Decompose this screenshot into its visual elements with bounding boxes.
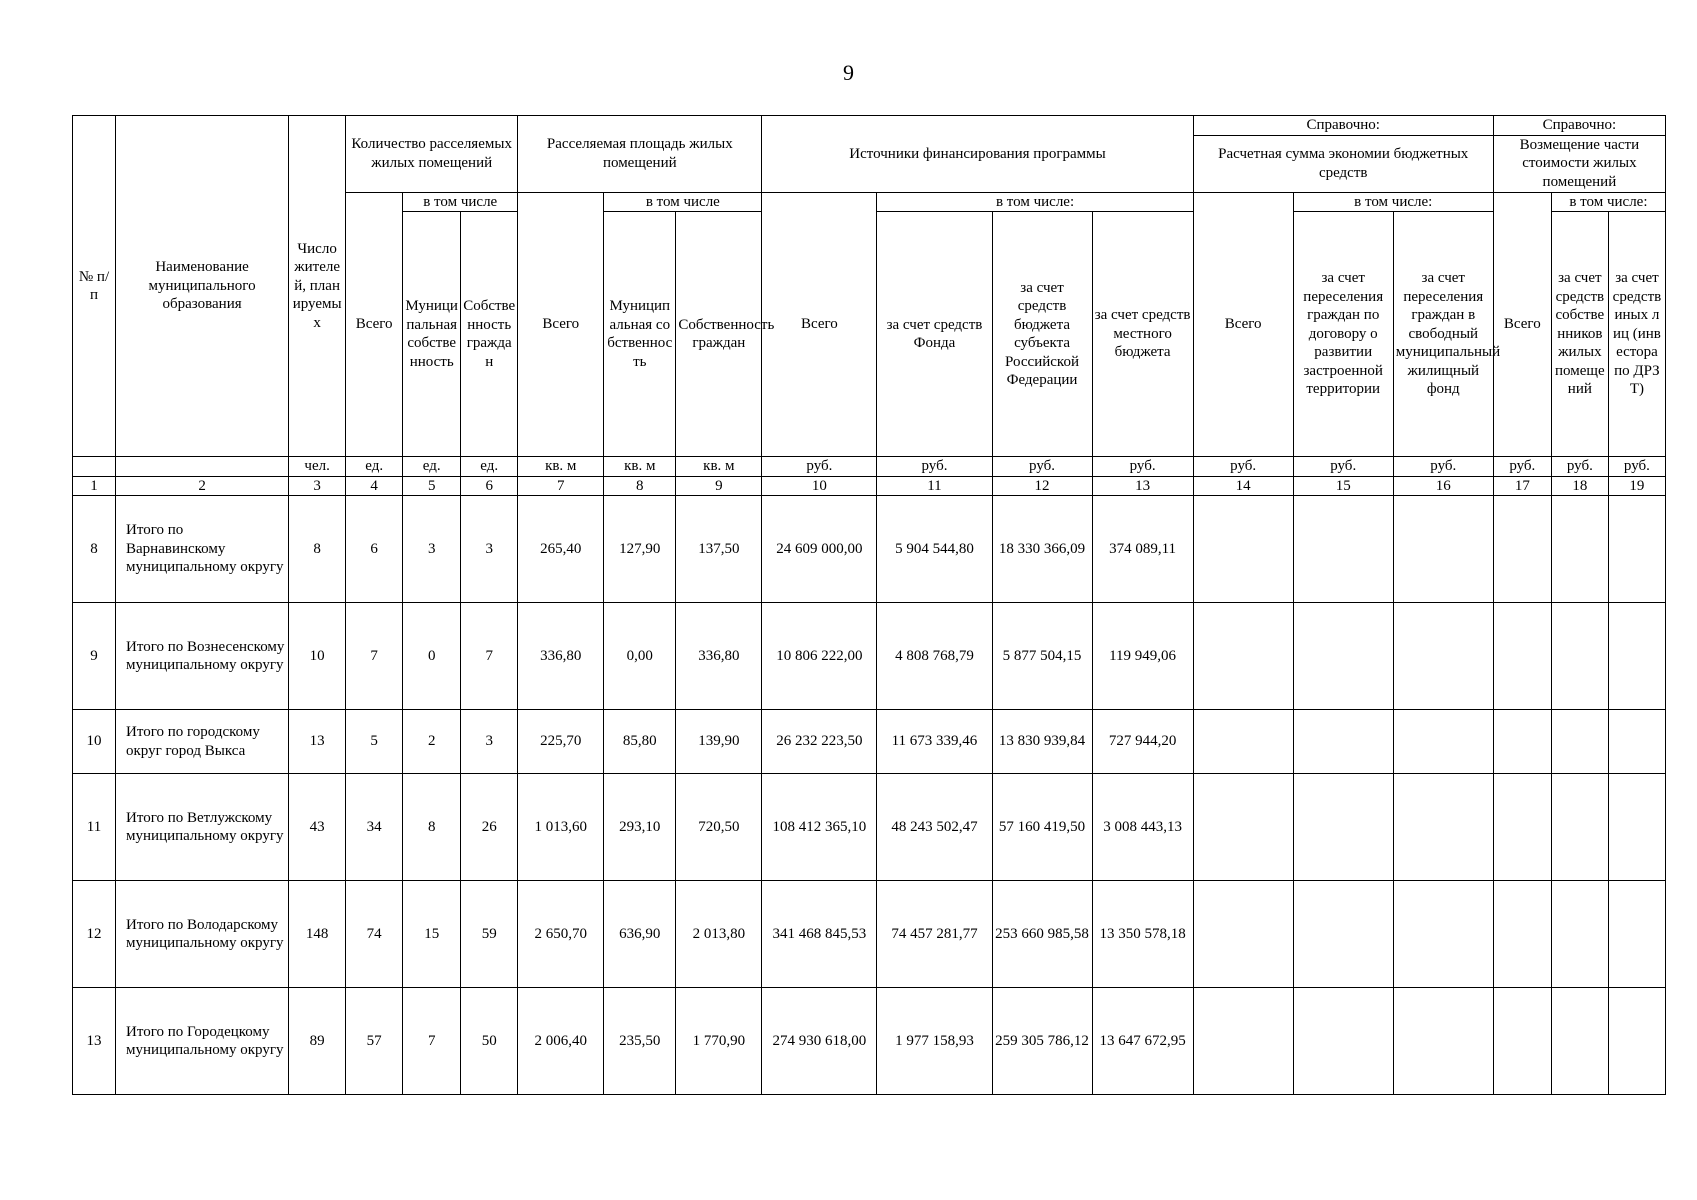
rooms-total-cell: 57	[346, 988, 403, 1095]
column-number: 3	[289, 476, 346, 496]
column-number: 6	[461, 476, 518, 496]
reference-cell	[1551, 988, 1608, 1095]
units-cell: ед.	[346, 457, 403, 477]
reference-cell	[1493, 603, 1551, 710]
header-economy-group: Расчетная сумма экономии бюджетных средств	[1193, 135, 1493, 192]
area-municipal-cell: 235,50	[604, 988, 676, 1095]
area-total-cell: 225,70	[518, 710, 604, 774]
financing-total-cell: 108 412 365,10	[762, 774, 877, 881]
header-area-total: Всего	[518, 192, 604, 457]
reference-cell	[1193, 710, 1293, 774]
units-cell: руб.	[1293, 457, 1393, 477]
rooms-municipal-cell: 2	[403, 710, 461, 774]
column-number: 18	[1551, 476, 1608, 496]
area-private-cell: 139,90	[676, 710, 762, 774]
reference-cell	[1608, 710, 1665, 774]
financing-fund-cell: 74 457 281,77	[877, 881, 992, 988]
municipality-name: Итого по Ветлужскому муниципальному округу	[116, 774, 289, 881]
municipality-name: Итого по Городецкому муниципальному округу	[116, 988, 289, 1095]
reference-cell	[1393, 881, 1493, 988]
financing-region-cell: 57 160 419,50	[992, 774, 1092, 881]
row-number: 8	[73, 496, 116, 603]
column-number: 13	[1092, 476, 1193, 496]
financing-fund-cell: 11 673 339,46	[877, 710, 992, 774]
units-row	[73, 457, 1666, 477]
reference-cell	[1393, 603, 1493, 710]
rooms-municipal-cell: 7	[403, 988, 461, 1095]
page-number: 9	[843, 60, 854, 85]
area-private-cell: 2 013,80	[676, 881, 762, 988]
units-cell: руб.	[1393, 457, 1493, 477]
rooms-private-cell: 3	[461, 496, 518, 603]
reference-cell	[1193, 988, 1293, 1095]
financing-local-cell: 374 089,11	[1092, 496, 1193, 603]
financing-total-cell: 24 609 000,00	[762, 496, 877, 603]
financing-total-cell: 274 930 618,00	[762, 988, 877, 1095]
header-compensation-including: в том числе:	[1551, 192, 1665, 212]
column-number: 2	[116, 476, 289, 496]
financing-local-cell: 119 949,06	[1092, 603, 1193, 710]
area-total-cell: 265,40	[518, 496, 604, 603]
header-financing-including: в том числе:	[877, 192, 1193, 212]
units-cell: кв. м	[518, 457, 604, 477]
column-numbers-row	[73, 476, 1666, 496]
area-private-cell: 720,50	[676, 774, 762, 881]
financing-region-cell: 18 330 366,09	[992, 496, 1092, 603]
table-row	[73, 988, 1666, 1095]
rooms-total-cell: 6	[346, 496, 403, 603]
column-number: 11	[877, 476, 992, 496]
header-name: Наименование муниципального образования	[116, 116, 289, 457]
reference-cell	[1551, 496, 1608, 603]
area-private-cell: 1 770,90	[676, 988, 762, 1095]
header-reference-2: Справочно:	[1493, 116, 1665, 136]
financing-region-cell: 13 830 939,84	[992, 710, 1092, 774]
area-municipal-cell: 636,90	[604, 881, 676, 988]
area-total-cell: 1 013,60	[518, 774, 604, 881]
column-number: 8	[604, 476, 676, 496]
municipality-name: Итого по городскому округ город Выкса	[116, 710, 289, 774]
header-reference-1: Справочно:	[1193, 116, 1493, 136]
financing-fund-cell: 48 243 502,47	[877, 774, 992, 881]
reference-cell	[1608, 988, 1665, 1095]
row-number: 12	[73, 881, 116, 988]
header-area-private: Собственность граждан	[676, 212, 762, 457]
units-cell	[73, 457, 116, 477]
header-rooms-total: Всего	[346, 192, 403, 457]
header-financing-group: Источники финансирования программы	[762, 116, 1193, 193]
municipality-name: Итого по Володарскому муниципальному округу	[116, 881, 289, 988]
financing-fund-cell: 1 977 158,93	[877, 988, 992, 1095]
reference-cell	[1393, 710, 1493, 774]
column-number: 9	[676, 476, 762, 496]
reference-cell	[1293, 774, 1393, 881]
residents-cell: 10	[289, 603, 346, 710]
column-number: 4	[346, 476, 403, 496]
header-economy-total: Всего	[1193, 192, 1293, 457]
area-total-cell: 2 650,70	[518, 881, 604, 988]
financing-total-cell: 10 806 222,00	[762, 603, 877, 710]
reference-cell	[1608, 603, 1665, 710]
reference-cell	[1551, 603, 1608, 710]
header-compensation-other: за счет средств иных лиц (инвестора по ДРЗТ)	[1608, 212, 1665, 457]
column-number: 7	[518, 476, 604, 496]
header-financing-total: Всего	[762, 192, 877, 457]
reference-cell	[1193, 496, 1293, 603]
municipality-name: Итого по Вознесенскому муниципальному округу	[116, 603, 289, 710]
units-cell: кв. м	[676, 457, 762, 477]
units-cell: ед.	[403, 457, 461, 477]
units-cell: чел.	[289, 457, 346, 477]
rooms-total-cell: 7	[346, 603, 403, 710]
area-municipal-cell: 85,80	[604, 710, 676, 774]
reference-cell	[1608, 881, 1665, 988]
header-financing-region: за счет средств бюджета субъекта Российской Федерации	[992, 212, 1092, 457]
reference-cell	[1493, 881, 1551, 988]
row-number: 11	[73, 774, 116, 881]
financing-total-cell: 341 468 845,53	[762, 881, 877, 988]
reference-cell	[1493, 710, 1551, 774]
reference-cell	[1393, 496, 1493, 603]
header-area-group: Расселяемая площадь жилых помещений	[518, 116, 762, 193]
row-number: 9	[73, 603, 116, 710]
area-municipal-cell: 293,10	[604, 774, 676, 881]
area-municipal-cell: 0,00	[604, 603, 676, 710]
rooms-private-cell: 7	[461, 603, 518, 710]
municipality-name: Итого по Варнавинскому муниципальному округу	[116, 496, 289, 603]
header-economy-including: в том числе:	[1293, 192, 1493, 212]
header-rooms-group: Количество расселяемых жилых помещений	[346, 116, 518, 193]
reference-cell	[1293, 881, 1393, 988]
rooms-total-cell: 5	[346, 710, 403, 774]
area-private-cell: 137,50	[676, 496, 762, 603]
reference-cell	[1293, 603, 1393, 710]
residents-cell: 8	[289, 496, 346, 603]
area-municipal-cell: 127,90	[604, 496, 676, 603]
reference-cell	[1193, 881, 1293, 988]
units-cell: руб.	[877, 457, 992, 477]
financing-region-cell: 259 305 786,12	[992, 988, 1092, 1095]
resettlement-table	[72, 115, 1666, 1095]
header-compensation-total: Всего	[1493, 192, 1551, 457]
rooms-municipal-cell: 8	[403, 774, 461, 881]
units-cell: руб.	[1092, 457, 1193, 477]
header-compensation-group: Возмещение части стоимости жилых помещений	[1493, 135, 1665, 192]
reference-cell	[1551, 710, 1608, 774]
units-cell: кв. м	[604, 457, 676, 477]
units-cell: руб.	[992, 457, 1092, 477]
table-row	[73, 603, 1666, 710]
reference-cell	[1193, 774, 1293, 881]
column-number: 19	[1608, 476, 1665, 496]
table-row	[73, 881, 1666, 988]
financing-local-cell: 13 350 578,18	[1092, 881, 1193, 988]
rooms-private-cell: 26	[461, 774, 518, 881]
reference-cell	[1608, 496, 1665, 603]
reference-cell	[1493, 496, 1551, 603]
header-financing-local: за счет средств местного бюджета	[1092, 212, 1193, 457]
area-total-cell: 2 006,40	[518, 988, 604, 1095]
financing-local-cell: 13 647 672,95	[1092, 988, 1193, 1095]
header-economy-free-fund: за счет переселения граждан в свободный муниципальный жилищный фонд	[1393, 212, 1493, 457]
reference-cell	[1493, 988, 1551, 1095]
header-residents: Число жителей, планируемых	[289, 116, 346, 457]
financing-region-cell: 5 877 504,15	[992, 603, 1092, 710]
units-cell: руб.	[1193, 457, 1293, 477]
row-number: 13	[73, 988, 116, 1095]
header-area-including: в том числе	[604, 192, 762, 212]
header-rooms-private: Собственность граждан	[461, 212, 518, 457]
financing-fund-cell: 5 904 544,80	[877, 496, 992, 603]
rooms-total-cell: 74	[346, 881, 403, 988]
column-number: 17	[1493, 476, 1551, 496]
units-cell: ед.	[461, 457, 518, 477]
reference-cell	[1608, 774, 1665, 881]
units-cell: руб.	[1493, 457, 1551, 477]
column-number: 16	[1393, 476, 1493, 496]
units-cell: руб.	[1551, 457, 1608, 477]
reference-cell	[1493, 774, 1551, 881]
row-number: 10	[73, 710, 116, 774]
rooms-private-cell: 59	[461, 881, 518, 988]
financing-total-cell: 26 232 223,50	[762, 710, 877, 774]
header-num: № п/п	[73, 116, 116, 457]
reference-cell	[1293, 988, 1393, 1095]
reference-cell	[1293, 496, 1393, 603]
column-number: 15	[1293, 476, 1393, 496]
header-financing-fund: за счет средств Фонда	[877, 212, 992, 457]
column-number: 1	[73, 476, 116, 496]
area-private-cell: 336,80	[676, 603, 762, 710]
header-area-municipal: Муниципальная собственность	[604, 212, 676, 457]
table-row	[73, 774, 1666, 881]
reference-cell	[1551, 774, 1608, 881]
rooms-municipal-cell: 15	[403, 881, 461, 988]
units-cell: руб.	[1608, 457, 1665, 477]
rooms-private-cell: 3	[461, 710, 518, 774]
financing-fund-cell: 4 808 768,79	[877, 603, 992, 710]
rooms-total-cell: 34	[346, 774, 403, 881]
column-number: 14	[1193, 476, 1293, 496]
header-compensation-owners: за счет средств собственников жилых помещений	[1551, 212, 1608, 457]
reference-cell	[1393, 988, 1493, 1095]
data-rows	[73, 496, 1666, 1095]
table-row	[73, 496, 1666, 603]
header-economy-development: за счет переселения граждан по договору о развитии застроенной территории	[1293, 212, 1393, 457]
financing-local-cell: 727 944,20	[1092, 710, 1193, 774]
column-number: 5	[403, 476, 461, 496]
column-number: 12	[992, 476, 1092, 496]
reference-cell	[1193, 603, 1293, 710]
rooms-municipal-cell: 0	[403, 603, 461, 710]
header-rooms-including: в том числе	[403, 192, 518, 212]
table-row	[73, 710, 1666, 774]
residents-cell: 13	[289, 710, 346, 774]
residents-cell: 89	[289, 988, 346, 1095]
header-rooms-municipal: Муниципальная собственность	[403, 212, 461, 457]
units-cell	[116, 457, 289, 477]
reference-cell	[1393, 774, 1493, 881]
financing-region-cell: 253 660 985,58	[992, 881, 1092, 988]
reference-cell	[1551, 881, 1608, 988]
financing-local-cell: 3 008 443,13	[1092, 774, 1193, 881]
rooms-municipal-cell: 3	[403, 496, 461, 603]
residents-cell: 43	[289, 774, 346, 881]
area-total-cell: 336,80	[518, 603, 604, 710]
residents-cell: 148	[289, 881, 346, 988]
units-cell: руб.	[762, 457, 877, 477]
reference-cell	[1293, 710, 1393, 774]
rooms-private-cell: 50	[461, 988, 518, 1095]
column-number: 10	[762, 476, 877, 496]
